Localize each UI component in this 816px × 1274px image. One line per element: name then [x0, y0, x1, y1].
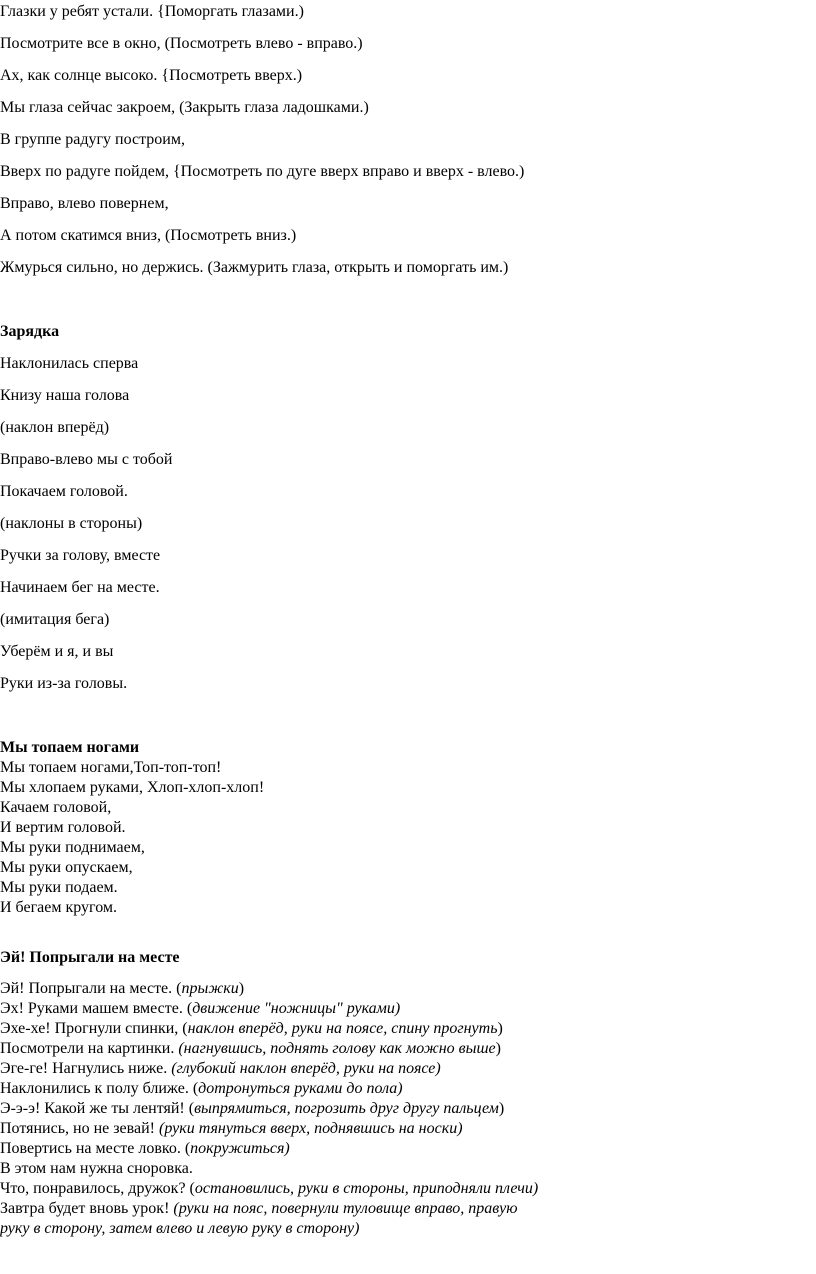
poem-line: Книзу наша голова: [0, 387, 130, 404]
stage-direction: движение "ножницы" руками): [192, 1000, 401, 1017]
poem-line: (наклон вперёд): [0, 419, 110, 436]
poem-line: И бегаем кругом.: [0, 899, 118, 916]
poem-line: Мы руки поднимаем,: [0, 839, 145, 856]
poem-line: Вправо, влево повернем,: [0, 195, 169, 212]
poem-line: Начинаем бег на месте.: [0, 579, 160, 596]
stage-direction: (руки тянуться вверх, поднявшись на носки): [159, 1120, 463, 1137]
poem-line: (имитация бега): [0, 611, 110, 628]
poem-line: Ручки за голову, вместе: [0, 547, 161, 564]
stage-direction: (глубокий наклон вперёд, руки на поясе): [171, 1060, 441, 1077]
poem-line: Глазки у ребят устали. {Поморгать глазами.): [0, 3, 304, 20]
poem-line: Качаем головой,: [0, 799, 112, 816]
poem-line: Вправо-влево мы с тобой: [0, 451, 173, 468]
poem-line: Эхе-хе! Прогнули спинки, (наклон вперёд, руки на поясе, спину прогнуть): [0, 1020, 503, 1037]
poem-line: Ах, как солнце высоко. {Посмотреть вверх.): [0, 67, 303, 84]
poem-line: Мы руки подаем.: [0, 879, 118, 896]
poem-line: Мы глаза сейчас закроем, (Закрыть глаза ладошками.): [0, 99, 369, 116]
stage-direction: покружиться): [190, 1140, 290, 1157]
poem-line: Вверх по радуге пойдем, {Посмотреть по дуге вверх вправо и вверх - влево.): [0, 163, 525, 180]
poem-line: Потянись, но не зевай! (руки тянуться вверх, поднявшись на носки): [0, 1120, 463, 1137]
section-title-topaem: Мы топаем ногами: [0, 739, 140, 756]
poem-line: (наклоны в стороны): [0, 515, 143, 532]
poem-line: Покачаем головой.: [0, 483, 128, 500]
stage-direction: выпрямиться, погрозить друг другу пальцем: [194, 1100, 499, 1117]
poem-line: Эх! Руками машем вместе. (движение "ножницы" руками): [0, 1000, 401, 1017]
poem-line: Наклонилась сперва: [0, 355, 139, 372]
stage-direction: (руки на пояс, повернули туловище вправо, правую: [173, 1200, 518, 1217]
poem-line: Мы хлопаем руками, Хлоп-хлоп-хлоп!: [0, 779, 265, 796]
poem-line: Посмотрели на картинки. (нагнувшись, поднять голову как можно выше): [0, 1040, 501, 1057]
poem-line: [0, 1219, 359, 1238]
poem-line: А потом скатимся вниз, (Посмотреть вниз.): [0, 227, 297, 244]
poem-line: И вертим головой.: [0, 819, 126, 836]
poem-line: Наклонились к полу ближе. (дотронуться руками до пола): [0, 1080, 403, 1097]
stage-direction: остановились, руки в стороны, приподняли плечи): [194, 1180, 539, 1197]
poem-line: Уберём и я, и вы: [0, 643, 114, 660]
poem-line: Посмотрите все в окно, (Посмотреть влево - вправо.): [0, 35, 363, 52]
stage-direction: руку в сторону, затем влево и левую руку в сторону): [0, 1220, 360, 1237]
poem-line: Мы топаем ногами,Топ-топ-топ!: [0, 759, 222, 776]
poem-line: Эй! Попрыгали на месте. (прыжки): [0, 980, 245, 997]
stage-direction: дотронуться руками до пола): [198, 1080, 403, 1097]
poem-line: Завтра будет вновь урок! (руки на пояс, повернули туловище вправо, правую: [0, 1200, 518, 1217]
stage-direction: прыжки: [181, 980, 239, 997]
stage-direction: наклон вперёд, руки на поясе, спину прогнуть: [187, 1020, 498, 1037]
poem-line: Жмурься сильно, но держись. (Зажмурить глаза, открыть и поморгать им.): [0, 259, 509, 276]
poem-line: Руки из-за головы.: [0, 675, 128, 692]
poem-line: Эге-ге! Нагнулись ниже. (глубокий наклон вперёд, руки на поясе): [0, 1060, 441, 1077]
section-title-poprygali: Эй! Попрыгали на месте: [0, 949, 180, 966]
section-title-zaryadka: Зарядка: [0, 323, 60, 340]
poem-line: В группе радугу построим,: [0, 131, 185, 148]
poem-line: Э-э-э! Какой же ты лентяй! (выпрямиться, погрозить друг другу пальцем): [0, 1100, 505, 1117]
poem-line: Что, понравилось, дружок? (остановились, руки в стороны, приподняли плечи): [0, 1180, 539, 1197]
poem-line: Мы руки опускаем,: [0, 859, 133, 876]
stage-direction: (нагнувшись, поднять голову как можно выше: [178, 1040, 496, 1057]
poem-line: Повертись на месте ловко. (покружиться): [0, 1140, 290, 1157]
poem-line: В этом нам нужна сноровка.: [0, 1160, 193, 1177]
